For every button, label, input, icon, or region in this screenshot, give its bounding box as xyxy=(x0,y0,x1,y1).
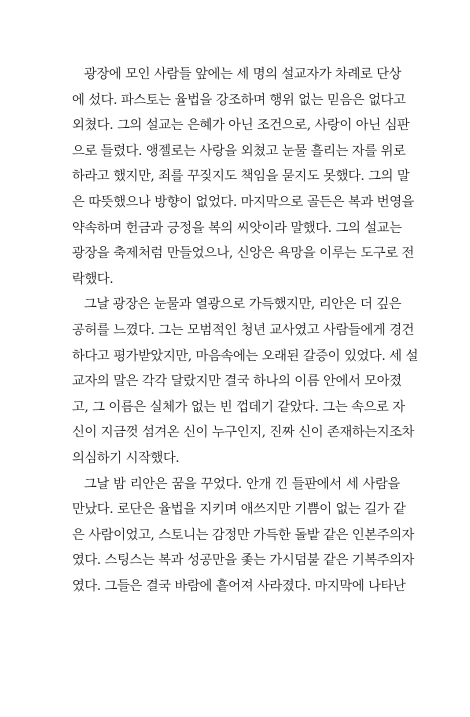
text-line: 은 따뜻했으나 방향이 없었다. 마지막으로 골든은 복과 번영을 xyxy=(72,194,415,210)
text-line: 그날 광장은 눈물과 열광으로 가득했지만, 리안은 더 깊은 xyxy=(84,297,402,313)
text-line: 락했다. xyxy=(72,271,114,287)
text-line: 외쳤다. 그의 설교는 은혜가 아닌 조건으로, 사랑이 아닌 심판 xyxy=(72,118,410,134)
text-line: 하다고 평가받았지만, 마음속에는 오래된 갈증이 있었다. 세 설 xyxy=(72,348,419,364)
text-line: 의심하기 시작했다. xyxy=(72,450,180,466)
text-line: 였다. 스팅스는 복과 성공만을 좇는 가시덤불 같은 기복주의자 xyxy=(72,553,415,569)
text-line: 교자의 말은 각각 달랐지만 결국 하나의 이름 안에서 모아졌 xyxy=(72,374,402,390)
text-line: 하라고 했지만, 죄를 꾸짖지도 책임을 묻지도 못했다. 그의 말 xyxy=(72,169,410,185)
paragraph xyxy=(72,472,415,600)
paragraph xyxy=(72,62,415,292)
text-line: 에 섰다. 파스토는 율법을 강조하며 행위 없는 믿음은 없다고 xyxy=(72,92,406,108)
paragraph xyxy=(72,292,419,471)
text-line: 신이 지금껏 섬겨온 신이 누구인지, 진짜 신이 존재하는지조차 xyxy=(72,425,415,441)
text-line: 광장에 모인 사람들 앞에는 세 명의 설교자가 차례로 단상 xyxy=(84,67,402,82)
text-line: 고, 그 이름은 실체가 없는 빈 껍데기 같았다. 그는 속으로 자 xyxy=(72,399,405,415)
text-line: 공허를 느꼈다. 그는 모범적인 청년 교사였고 사람들에게 경건 xyxy=(72,322,415,338)
text-line: 그날 밤 리안은 꿈을 꾸었다. 안개 낀 들판에서 세 사람을 xyxy=(84,476,400,492)
text-line: 은 사람이었고, 스토니는 감정만 가득한 돌밭 같은 인본주의자 xyxy=(72,527,415,543)
page-body xyxy=(72,62,419,599)
text-line: 광장을 축제처럼 만들었으나, 신앙은 욕망을 이루는 도구로 전 xyxy=(72,246,415,262)
text-line: 만났다. 로단은 율법을 지키며 애쓰지만 기쁨이 없는 길가 같 xyxy=(72,502,406,518)
text-line: 약속하며 헌금과 긍정을 복의 씨앗이라 말했다. 그의 설교는 xyxy=(72,220,402,236)
text-line: 였다. 그들은 결국 바람에 흩어져 사라졌다. 마지막에 나타난 xyxy=(72,578,406,594)
text-line: 으로 들렸다. 앵젤로는 사랑을 외쳤고 눈물 흘리는 자를 위로 xyxy=(72,143,406,159)
